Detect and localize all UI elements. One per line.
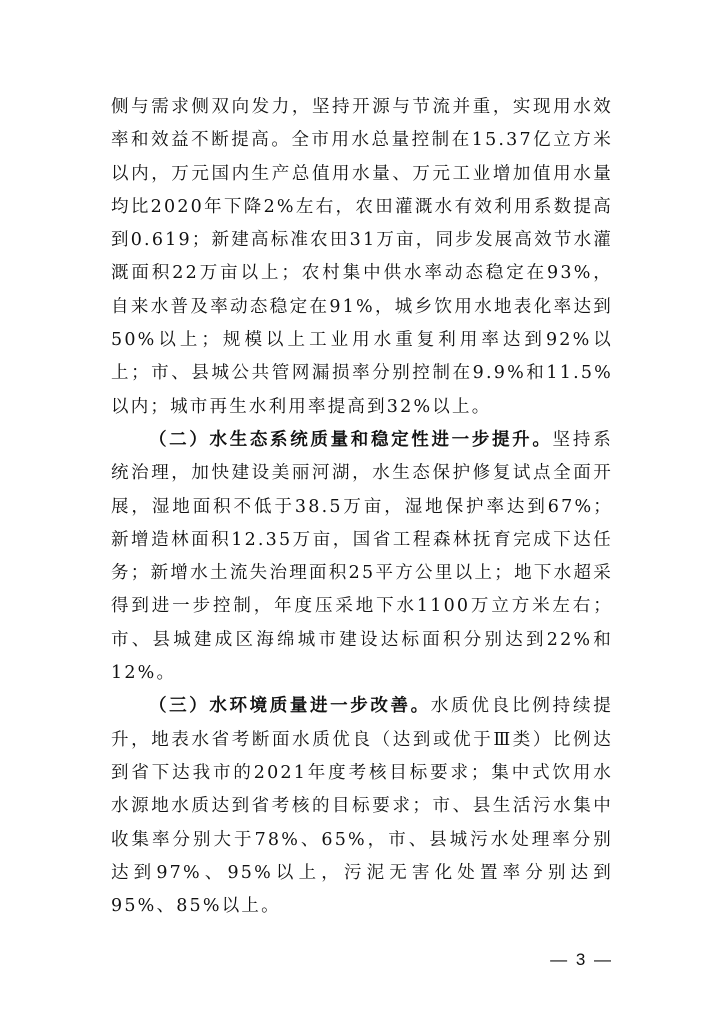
paragraph-2 xyxy=(111,424,613,690)
paragraph-1 xyxy=(111,91,613,424)
paragraph-3 xyxy=(111,690,613,923)
paragraph-3-text: 水质优良比例持续提升，地表水省考断面水质优良（达到或优于Ⅲ类）比例达到省下达我市的2021年度考核目标要求；集中式饮用水水源地水质达到省考核的目标要求；市、县生活污水集中收集率分别大于78%、65%，市、县城污水处理率分别达到97%、95%以上，污泥无害化处置率分别达到95%、85%以上。 xyxy=(111,696,613,917)
paragraph-1-text: 侧与需求侧双向发力，坚持开源与节流并重，实现用水效率和效益不断提高。全市用水总量控制在15.37亿立方米以内，万元国内生产总值用水量、万元工业增加值用水量均比2020年下降2%左右，农田灌溉水有效利用系数提高到0.619；新建高标准农田31万亩，同步发展高效节水灌溉面积22万亩以上；农村集中供水率动态稳定在93%，自来水普及率动态稳定在91%，城乡饮用水地表化率达到50%以上；规模以上工业用水重复利用率达到92%以上；市、县城公共管网漏损率分别控制在9.9%和11.5%以内；城市再生水利用率提高到32%以上。 xyxy=(111,97,613,417)
page-number: — 3 — xyxy=(550,950,613,969)
section-2-heading: （二）水生态系统质量和稳定性进一步提升。 xyxy=(149,429,553,450)
section-3-heading: （三）水环境质量进一步改善。 xyxy=(149,696,431,717)
document-body xyxy=(111,91,613,923)
paragraph-2-text: 坚持系统治理，加快建设美丽河湖，水生态保护修复试点全面开展，湿地面积不低于38.5万亩，湿地保护率达到67%；新增造林面积12.35万亩，国省工程森林抚育完成下达任务；新增水土流失治理面积25平方公里以上；地下水超采得到进一步控制，年度压采地下水1100万立方米左右；市、县城建成区海绵城市建设达标面积分别达到22%和12%。 xyxy=(111,429,614,684)
